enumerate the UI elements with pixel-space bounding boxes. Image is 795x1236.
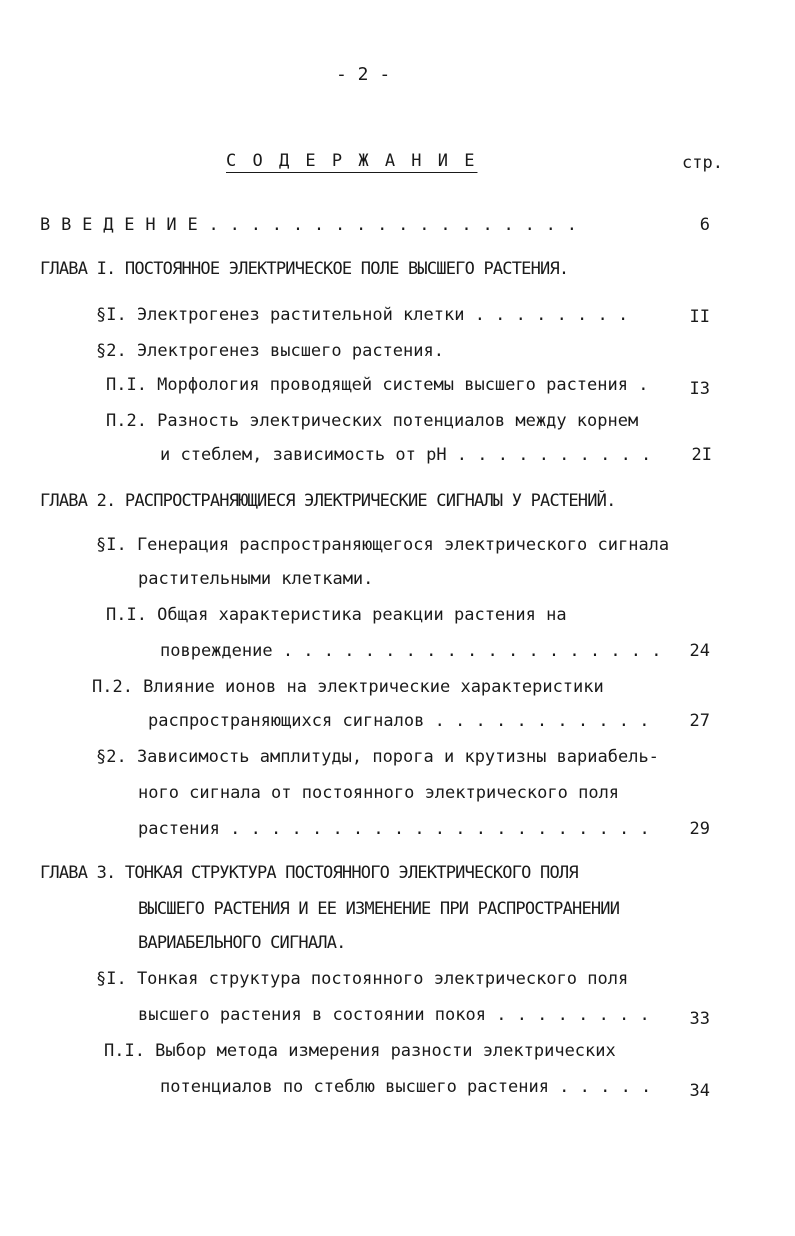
toc-entry-text: П.I. Общая характеристика реакции растения на [106,605,567,625]
toc-entry-text: распространяющихся сигналов . . . . . . . . . . . [148,711,650,731]
toc-chapter-1: ГЛАВА I. ПОСТОЯННОЕ ЭЛЕКТРИЧЕСКОЕ ПОЛЕ ВЫСШЕГО РАСТЕНИЯ. [40,259,569,279]
toc-chapter-3-cont: ВЫСШЕГО РАСТЕНИЯ И ЕЕ ИЗМЕНЕНИЕ ПРИ РАСПРОСТРАНЕНИИ [138,899,620,919]
toc-entry-text: потенциалов по стеблю высшего растения . . . . . [160,1077,652,1097]
toc-entry-text: §I. Тонкая структура постоянного электрического поля [96,969,629,989]
toc-entry-text: растения . . . . . . . . . . . . . . . . . . . . . [138,819,650,839]
toc-entry-text: §I. Электрогенез растительной клетки . . . . . . . . [96,305,629,325]
toc-entry-page: 29 [689,819,710,839]
toc-entry-page: 2I [691,445,712,465]
toc-entry-text: и стеблем, зависимость от pH . . . . . . . . . . [160,445,652,465]
toc-entry-text: П.I. Морфология проводящей системы высшего растения . [106,375,649,395]
toc-entry-page: 6 [699,215,710,235]
toc-entry-text: §2. Электрогенез высшего растения. [96,341,444,361]
toc-entry-text: ного сигнала от постоянного электрического поля [138,783,620,803]
toc-chapter-3-cont: ВАРИАБЕЛЬНОГО СИГНАЛА. [138,933,346,953]
toc-entry-text: §I. Генерация распространяющегося электрического сигнала [96,535,670,555]
toc-entry-page: 33 [689,1009,710,1029]
toc-entry-text: высшего растения в состоянии покоя . . . . . . . . [138,1005,650,1025]
toc-entry-page: 27 [689,711,710,731]
toc-entry-page: II [689,307,710,327]
toc-entry-text: растительными клетками. [138,569,374,589]
toc-title: С О Д Е Р Ж А Н И Е [226,151,478,171]
toc-entry-text: повреждение . . . . . . . . . . . . . . . . . . . [160,641,662,661]
toc-entry-text: П.2. Влияние ионов на электрические характеристики [92,677,604,697]
toc-entry-page: 34 [689,1081,710,1101]
toc-entry-page: 24 [689,641,710,661]
toc-entry-page: I3 [689,379,710,399]
toc-entry-text: П.2. Разность электрических потенциалов между корнем [106,411,639,431]
toc-entry-text: П.I. Выбор метода измерения разности электрических [104,1041,616,1061]
toc-entry-text: §2. Зависимость амплитуды, порога и крутизны вариабель- [96,747,659,767]
page-column-label: стр. [682,153,723,173]
toc-entry-text: В В Е Д Е Н И Е . . . . . . . . . . . . . . . . . . [40,215,578,235]
toc-chapter-2: ГЛАВА 2. РАСПРОСТРАНЯЮЩИЕСЯ ЭЛЕКТРИЧЕСКИЕ СИГНАЛЫ У РАСТЕНИЙ. [40,491,616,511]
page-number: - 2 - [336,64,391,85]
toc-chapter-3: ГЛАВА 3. ТОНКАЯ СТРУКТУРА ПОСТОЯННОГО ЭЛЕКТРИЧЕСКОГО ПОЛЯ [40,863,578,883]
